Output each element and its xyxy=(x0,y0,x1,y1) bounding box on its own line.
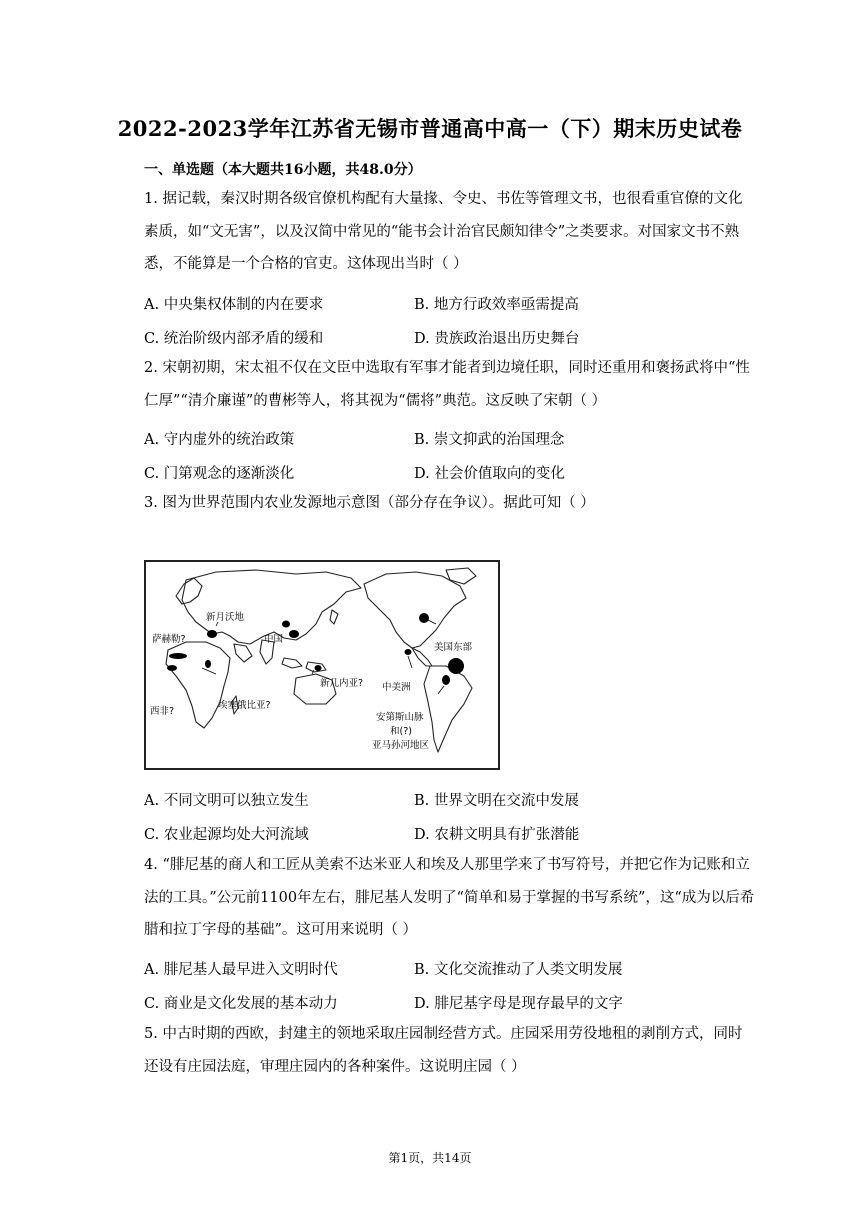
origin-spot-new-guinea xyxy=(315,665,322,671)
map-label-fertile-crescent: 新月沃地 xyxy=(206,612,245,623)
question-1-option-d[interactable]: D. 贵族政治退出历史舞台 xyxy=(414,331,580,347)
japan-outline xyxy=(330,610,338,624)
world-map-svg xyxy=(146,562,498,768)
origin-spot-amazon xyxy=(448,658,464,674)
map-label-west-africa: 西非? xyxy=(150,706,175,717)
question-1-option-b[interactable]: B. 地方行政效率亟需提高 xyxy=(414,297,579,313)
question-4-option-a[interactable]: A. 腓尼基人最早进入文明时代 xyxy=(144,962,338,978)
question-4-text: 4. “腓尼基的商人和工匠从美索不达米亚人和埃及人那里学来了书写符号，并把它作为记账和立法的工具。”公元前1100年左右，腓尼基人发明了“简单和易于掌握的书写系统”，这“成为以后希腊和拉丁字母的基础”。这可用来说明（ ） xyxy=(144,857,755,938)
map-label-east-us: 美国东部 xyxy=(434,642,473,653)
origin-spot-east-us xyxy=(419,613,429,623)
question-2-option-a[interactable]: A. 守内虚外的统治政策 xyxy=(144,432,295,448)
map-label-andes-line1: 安第斯山脉 xyxy=(376,712,424,723)
north-america-outline xyxy=(364,572,466,648)
question-2-option-c[interactable]: C. 门第观念的逐渐淡化 xyxy=(144,466,295,482)
map-label-ethiopia: 埃塞俄比亚? xyxy=(218,700,271,711)
question-5-text: 5. 中古时期的西欧，封建主的领地采取庄园制经营方式。庄园采用劳役地租的剥削方式，同时还设有庄园法庭，审理庄园内的各种案件。这说明庄园（ ） xyxy=(144,1026,743,1075)
question-2-text: 2. 宋朝初期，宋太祖不仅在文臣中选取有军事才能者到边境任职，同时还重用和褒扬武将中“性仁厚”“清介廉谨”的曹彬等人，将其视为“儒将”典范。这反映了宋朝（ ） xyxy=(144,360,750,409)
greenland-outline xyxy=(446,568,476,584)
question-3-option-b[interactable]: B. 世界文明在交流中发展 xyxy=(414,793,579,809)
world-agriculture-origins-map xyxy=(144,560,500,770)
question-2-option-d[interactable]: D. 社会价值取向的变化 xyxy=(414,466,565,482)
question-1-option-a[interactable]: A. 中央集权体制的内在要求 xyxy=(144,297,324,313)
map-label-andes-line3: 亚马孙河地区 xyxy=(372,740,430,751)
question-1-text: 1. 据记载，秦汉时期各级官僚机构配有大量掾、令史、书佐等管理文书，也很看重官僚的文化素质，如“文无害”，以及汉简中常见的“能书会计治官民颇知律令”之类要求。对国家文书不熟悉，不能算是一个合格的官吏。这体现出当时（ ） xyxy=(144,191,743,272)
indonesia-outline xyxy=(282,658,302,668)
question-4-option-c[interactable]: C. 商业是文化发展的基本动力 xyxy=(144,996,338,1012)
question-3-option-d[interactable]: D. 农耕文明具有扩张潜能 xyxy=(414,827,580,843)
origin-spot-china-north xyxy=(282,621,290,628)
origin-spot-mesoamerica xyxy=(405,649,412,655)
central-america-outline xyxy=(412,648,432,666)
origin-spot-ethiopia xyxy=(205,660,211,668)
origin-spot-sahel xyxy=(169,653,187,659)
origin-spot-andes xyxy=(442,675,450,685)
europe-outline xyxy=(176,578,202,604)
question-4-option-d[interactable]: D. 腓尼基字母是现存最早的文字 xyxy=(414,996,623,1012)
question-3-option-c[interactable]: C. 农业起源均处大河流域 xyxy=(144,827,309,843)
map-label-china: 中国 xyxy=(264,634,284,645)
map-label-sahel: 萨赫勒? xyxy=(152,634,186,645)
map-label-andes-line2: 和(?) xyxy=(390,726,412,737)
question-1-option-c[interactable]: C. 统治阶级内部矛盾的缓和 xyxy=(144,331,324,347)
arabia-outline xyxy=(234,644,252,662)
question-3-option-a[interactable]: A. 不同文明可以独立发生 xyxy=(144,793,309,809)
map-label-new-guinea: 新几内亚? xyxy=(320,678,364,689)
page-footer: 第1页，共14页 xyxy=(388,1151,472,1165)
origin-spot-fertile-crescent xyxy=(207,630,217,638)
origin-spot-china-south xyxy=(289,630,299,638)
map-label-mesoamerica: 中美洲 xyxy=(382,682,411,693)
section-heading: 一、单选题（本大题共16小题，共48.0分） xyxy=(144,162,422,178)
page-title: 2022-2023学年江苏省无锡市普通高中高一（下）期末历史试卷 xyxy=(117,116,743,141)
question-4-option-b[interactable]: B. 文化交流推动了人类文明发展 xyxy=(414,962,623,978)
question-2-option-b[interactable]: B. 崇文抑武的治国理念 xyxy=(414,432,565,448)
question-3-text: 3. 图为世界范围内农业发源地示意图（部分存在争议）。据此可知（ ） xyxy=(144,495,595,511)
origin-spot-west-africa xyxy=(167,665,177,671)
